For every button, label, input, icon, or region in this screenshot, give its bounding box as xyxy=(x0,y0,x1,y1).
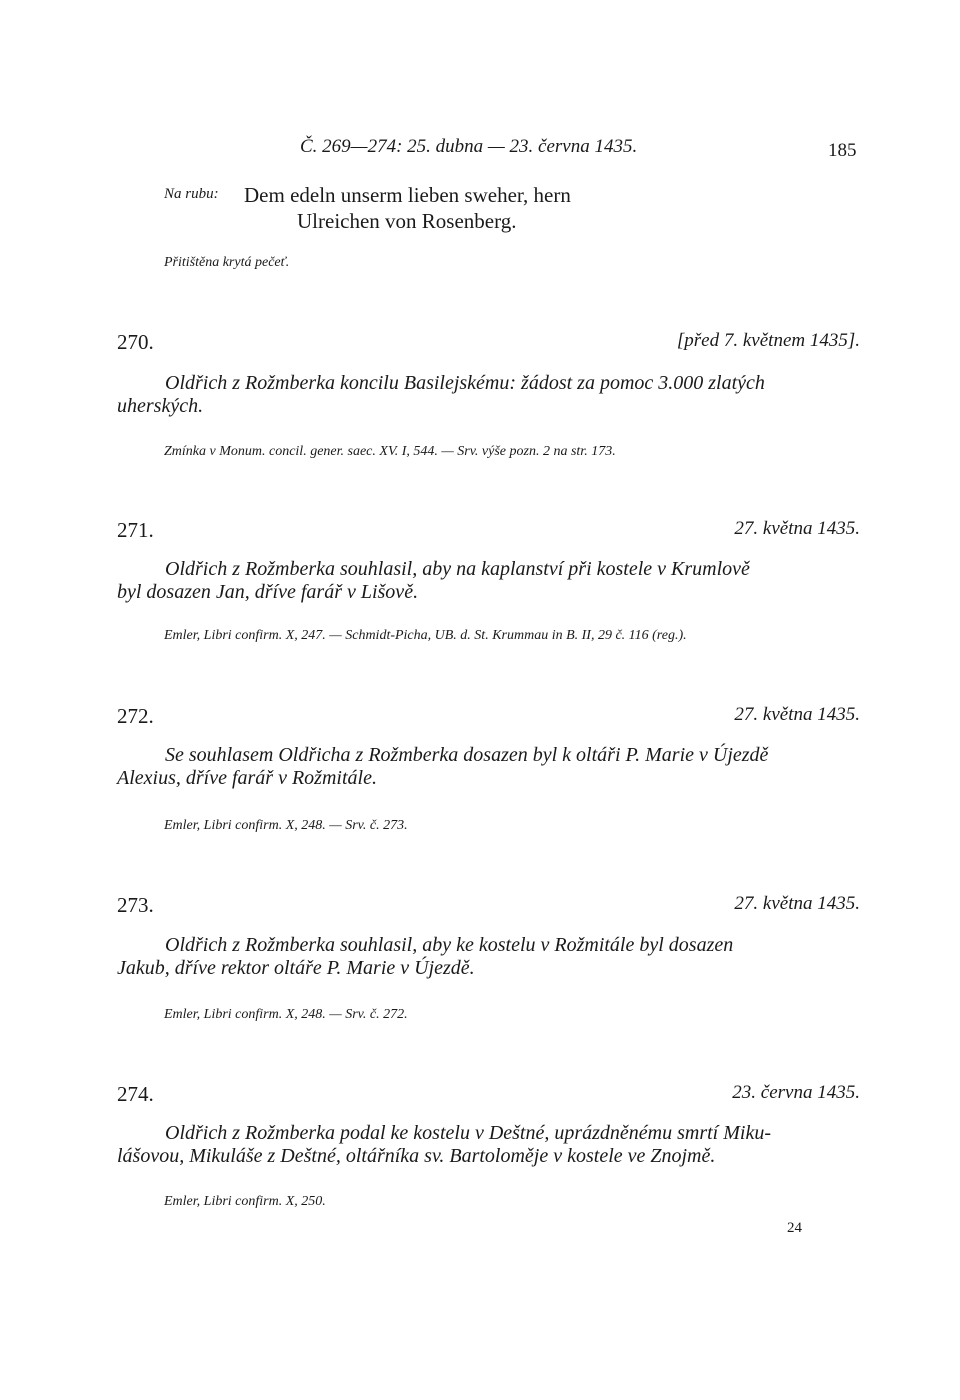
entry-text-line-1: Se souhlasem Oldřicha z Rožmberka dosazen byl k oltáři P. Marie v Újezdě xyxy=(165,744,769,766)
entry-text xyxy=(117,934,817,980)
entry-number: 274. xyxy=(117,1082,154,1106)
entry-number: 271. xyxy=(117,518,154,542)
entry-source: Zmínka v Monum. concil. gener. saec. XV. I, 544. — Srv. výše pozn. 2 na str. 173. xyxy=(164,444,616,459)
entry-date: 27. května 1435. xyxy=(734,704,860,725)
entry-source: Emler, Libri confirm. X, 248. — Srv. č. 272. xyxy=(164,1007,408,1022)
entry-text-line-1: Oldřich z Rožmberka podal ke kostelu v Deštné, uprázdněnému smrtí Miku- xyxy=(165,1122,771,1144)
verso-line-1: Dem edeln unserm lieben sweher, hern xyxy=(244,183,571,207)
verso-label: Na rubu: xyxy=(164,186,219,202)
entry-number: 273. xyxy=(117,893,154,917)
entry-text xyxy=(117,558,817,604)
entry-text xyxy=(117,1122,817,1168)
entry-text-line-1: Oldřich z Rožmberka koncilu Basilejskému: žádost za pomoc 3.000 zlatých xyxy=(165,372,765,394)
verso-line-2: Ulreichen von Rosenberg. xyxy=(297,209,517,233)
entry-text-line-1: Oldřich z Rožmberka souhlasil, aby na kaplanství při kostele v Krumlově xyxy=(165,558,750,580)
entry-text xyxy=(117,372,817,418)
entry-text-line-2: uherských. xyxy=(117,395,204,417)
running-head: Č. 269—274: 25. dubna — 23. června 1435. xyxy=(300,136,638,157)
entry-number: 272. xyxy=(117,704,154,728)
entry-text-line-2: Alexius, dříve farář v Rožmitále. xyxy=(117,767,377,789)
entry-text-line-2: lášovou, Mikuláše z Deštné, oltářníka sv. Bartoloměje v kostele ve Znojmě. xyxy=(117,1145,716,1167)
entry-date: 27. května 1435. xyxy=(734,893,860,914)
signature-mark: 24 xyxy=(787,1220,802,1236)
entry-number: 270. xyxy=(117,330,154,354)
entry-text xyxy=(117,744,817,790)
seal-note: Přitištěna krytá pečeť. xyxy=(164,255,290,270)
entry-date: 23. června 1435. xyxy=(732,1082,860,1103)
entry-source: Emler, Libri confirm. X, 248. — Srv. č. 273. xyxy=(164,818,408,833)
entry-text-line-2: Jakub, dříve rektor oltáře P. Marie v Újezdě. xyxy=(117,957,475,979)
entry-text-line-2: byl dosazen Jan, dříve farář v Lišově. xyxy=(117,581,419,603)
page-number: 185 xyxy=(828,140,857,161)
entry-source: Emler, Libri confirm. X, 247. — Schmidt-Picha, UB. d. St. Krummau in B. II, 29 č. 116 (reg.). xyxy=(164,628,687,643)
entry-text-line-1: Oldřich z Rožmberka souhlasil, aby ke kostelu v Rožmitále byl dosazen xyxy=(165,934,734,956)
entry-source: Emler, Libri confirm. X, 250. xyxy=(164,1194,326,1209)
entry-date: [před 7. květnem 1435]. xyxy=(676,330,860,351)
entry-date: 27. května 1435. xyxy=(734,518,860,539)
